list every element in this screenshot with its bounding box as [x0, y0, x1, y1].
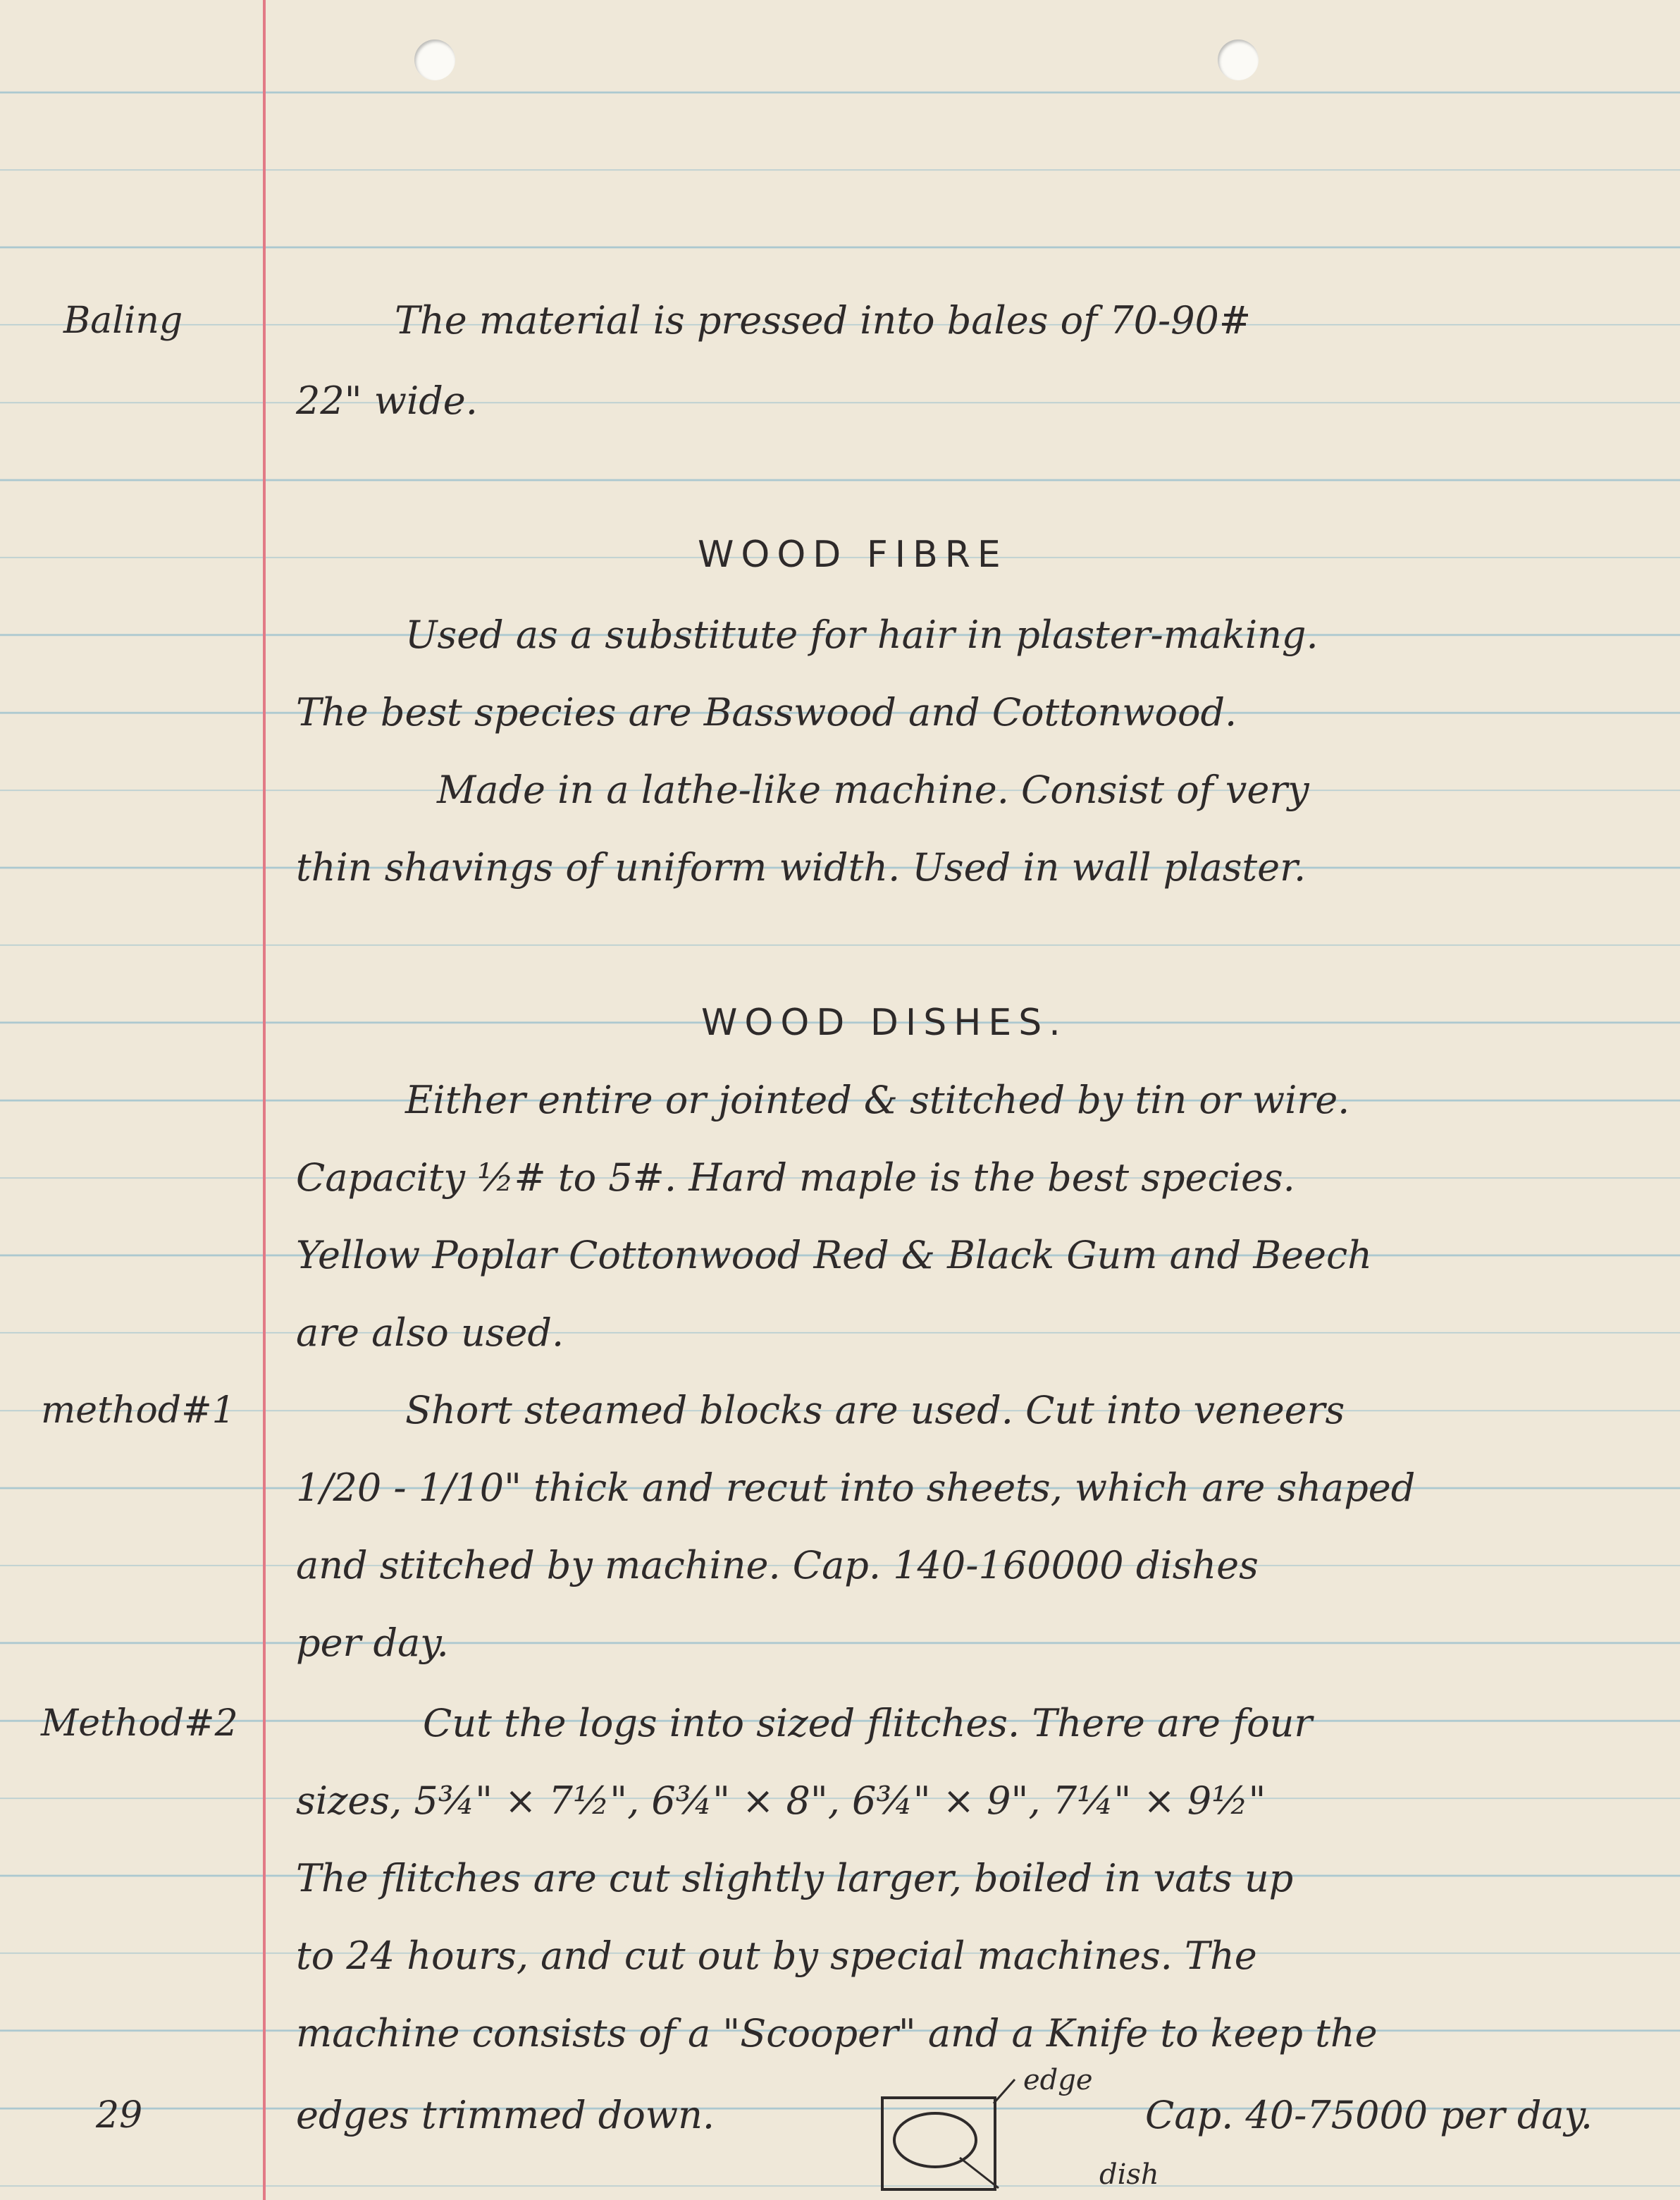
wood-dishes-line-3: Yellow Poplar Cottonwood Red & Black Gum and Beech — [296, 1233, 1372, 1277]
sketch-blank-rect — [882, 2098, 995, 2189]
page-number: 29 — [96, 2094, 143, 2137]
wood-dishes-line-2: Capacity ½# to 5#. Hard maple is the best species. — [296, 1155, 1295, 1200]
sketch-dish-outline — [894, 2113, 976, 2167]
sketch-dish-pointer — [960, 2158, 999, 2188]
method-2-line-2: sizes, 5¾" × 7½", 6¾" × 8", 6¾" × 9", 7¼" × 9½" — [296, 1778, 1266, 1823]
margin-note-method-1: method#1 — [41, 1389, 235, 1432]
method-2-line-4: to 24 hours, and cut out by special machines. The — [296, 1934, 1257, 1978]
method-2-line-6: edges trimmed down. — [296, 2093, 715, 2137]
method-1-line-2: 1/20 - 1/10" thick and recut into sheets, which are shaped — [296, 1465, 1416, 1510]
baling-line-2: 22" wide. — [296, 379, 478, 423]
method-1-line-1: Short steamed blocks are used. Cut into veneers — [405, 1388, 1345, 1432]
method-2-line-3: The flitches are cut slightly larger, boiled in vats up — [296, 1856, 1294, 1900]
method-2-capacity: Cap. 40-75000 per day. — [1145, 2093, 1593, 2137]
wood-fibre-line-2: The best species are Basswood and Cottonwood. — [296, 690, 1237, 735]
sketch-edge-pointer — [994, 2079, 1015, 2103]
punch-hole-right — [1218, 39, 1259, 80]
method-1-line-3: and stitched by machine. Cap. 140-160000 dishes — [296, 1543, 1259, 1587]
method-2-line-5: machine consists of a "Scooper" and a Knife to keep the — [296, 2011, 1378, 2055]
wood-dishes-heading: WOOD DISHES. — [701, 1002, 1068, 1044]
wood-fibre-line-1: Used as a substitute for hair in plaster-making. — [405, 613, 1318, 657]
wood-fibre-line-3: Made in a lathe-like machine. Consist of very — [437, 768, 1309, 812]
punch-hole-left — [414, 39, 455, 80]
wood-fibre-heading: WOOD FIBRE — [698, 534, 1008, 576]
wood-dishes-line-1: Either entire or jointed & stitched by tin or wire. — [405, 1078, 1350, 1122]
margin-note-baling: Baling — [63, 300, 183, 342]
sketch-label-dish: dish — [1099, 2158, 1159, 2191]
method-2-line-1: Cut the logs into sized flitches. There are four — [423, 1701, 1313, 1745]
wood-fibre-line-4: thin shavings of uniform width. Used in wall plaster. — [296, 845, 1307, 890]
sketch-label-edge: edge — [1023, 2064, 1093, 2096]
method-1-line-4: per day. — [296, 1621, 449, 1665]
baling-line-1: The material is pressed into bales of 70-90# — [395, 298, 1252, 343]
red-margin-line — [263, 0, 266, 2200]
margin-note-method-2: Method#2 — [41, 1702, 238, 1745]
wood-dishes-line-4: are also used. — [296, 1310, 564, 1355]
